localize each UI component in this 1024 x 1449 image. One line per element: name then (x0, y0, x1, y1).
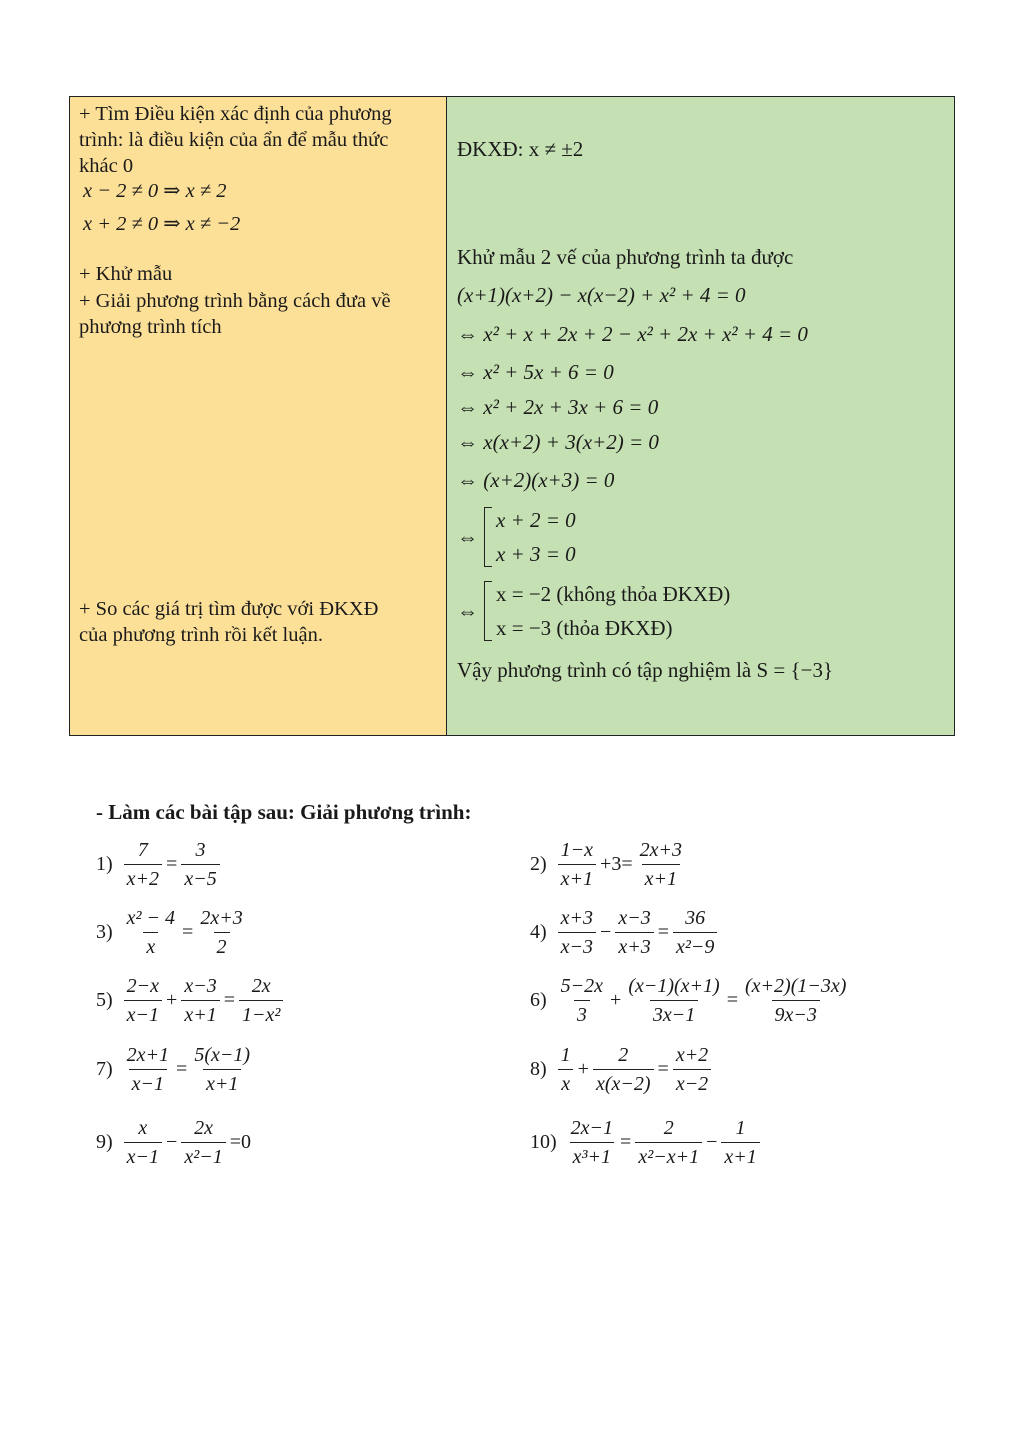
step2-text: + Khử mẫu (79, 263, 173, 285)
exercises-title: - Làm các bài tập sau: Giải phương trình: (96, 800, 472, 824)
exercise-5: 5) $\frac{2-x}{x-1}$ + $\frac{x-3}{x+1}$ = $\frac{2x}{\text{1−x²}}$ (96, 974, 286, 1027)
equation-3: ⇔ x² + 5x + 6 = 0 (457, 360, 614, 384)
equivalence-symbol: ⇔ (457, 598, 478, 623)
fraction: $\frac{2x+3}{x+1}$ (639, 839, 682, 890)
step1-text-line1: + Tìm Điều kiện xác định của phương (79, 103, 392, 125)
fraction: $\frac{2x+1}{x-1}$ (126, 1044, 170, 1095)
exercise-number: 6) (530, 989, 547, 1011)
condition-2: x + 2 ≠ 0 ⇒ x ≠ −2 (83, 213, 241, 235)
exercise-number: 5) (96, 989, 113, 1011)
exercise-2: 2) $\frac{1-x}{x+1}$ +3= $\frac{2x+3}{x+1}$ (530, 838, 688, 891)
exercise-10: 10) $\frac{2x-1}{\text{x³+1}}$ = $\frac{2}{\text{x²−x+1}}$ − $\frac{1}{x+1}$ (530, 1116, 763, 1169)
fraction: $\frac{1}{x}$ (558, 1043, 574, 1096)
system-1 (457, 503, 576, 571)
condition-1: x − 2 ≠ 0 ⇒ x ≠ 2 (83, 180, 227, 202)
fraction: $\frac{3}{x-5}$ (181, 838, 219, 891)
method-table (69, 96, 955, 736)
equation-5: ⇔ x(x+2) + 3(x+2) = 0 (457, 430, 659, 454)
dkxd-line: ĐKXĐ: x ≠ ±2 (457, 137, 584, 161)
exercise-number: 1) (96, 853, 113, 875)
bracket-icon (484, 507, 492, 567)
exercise-number: 10) (530, 1131, 557, 1153)
equation-4: ⇔ x² + 2x + 3x + 6 = 0 (457, 395, 659, 419)
exercise-number: 9) (96, 1131, 113, 1153)
fraction: $\frac{x+3}{x-3}$ (558, 906, 596, 959)
exercise-4: 4) $\frac{x+3}{x-3}$ − $\frac{x-3}{x+3}$ = $\frac{36}{\text{x²−9}}$ (530, 906, 720, 959)
fraction: $\frac{5(x-1)}{x+1}$ (194, 1044, 251, 1095)
system-1-line-a: x + 2 = 0 (496, 508, 576, 532)
fraction: $\frac{\text{x² − 4}}{x}$ (126, 907, 176, 958)
equation-6: ⇔ (x+2)(x+3) = 0 (457, 468, 615, 492)
exercise-number: 2) (530, 853, 547, 875)
system-2-line-a: x = −2 (không thỏa ĐKXĐ) (496, 582, 731, 606)
fraction: $\frac{1-x}{x+1}$ (558, 838, 596, 891)
step1-text-line3: khác 0 (79, 155, 134, 177)
exercise-number: 8) (530, 1058, 547, 1080)
equation-1: (x+1)(x+2) − x(x−2) + x² + 4 = 0 (457, 283, 746, 307)
fraction: $\frac{2x-1}{\text{x³+1}}$ (570, 1117, 614, 1168)
exercise-1: 1) $\frac{7}{x+2}$ = $\frac{3}{x-5}$ (96, 838, 223, 891)
exercise-8: 8) $\frac{1}{x}$ + $\frac{2}{x(x-2)}$ = $\frac{x+2}{x-2}$ (530, 1043, 714, 1096)
fraction: $\frac{x-3}{x+3}$ (615, 906, 653, 959)
fraction: $\frac{2x}{\text{1−x²}}$ (239, 974, 283, 1027)
system-1-line-b: x + 3 = 0 (496, 542, 576, 566)
fraction: $\frac{2}{x(x-2)}$ (593, 1043, 654, 1096)
fraction: $\frac{2-x}{x-1}$ (124, 974, 162, 1027)
bracket-icon (484, 581, 492, 641)
fraction: $\frac{2x+3}{2}$ (200, 907, 243, 958)
intro-line: Khử mẫu 2 vế của phương trình ta được (457, 245, 794, 269)
fraction: $\frac{2}{\text{x²−x+1}}$ (635, 1116, 702, 1169)
exercise-3: 3) $\frac{\text{x² − 4}}{x}$ = $\frac{2x+3}{2}$ (96, 906, 249, 959)
fraction: $\frac{5-2x}{3}$ (560, 975, 604, 1026)
equation-2: ⇔ x² + x + 2x + 2 − x² + 2x + x² + 4 = 0 (457, 322, 808, 346)
exercise-6: 6) $\frac{5-2x}{3}$ + $\frac{(x-1)(x+1)}{3x-1}$ = $\frac{(x+2)(1-3x)}{9x-3}$ (530, 974, 852, 1027)
equivalence-symbol: ⇔ (457, 524, 478, 549)
fraction: $\frac{(x-1)(x+1)}{3x-1}$ (628, 975, 720, 1026)
system-2 (457, 577, 730, 645)
fraction: $\frac{(x+2)(1-3x)}{9x-3}$ (745, 975, 847, 1026)
step4-text-line2: của phương trình rồi kết luận. (79, 624, 323, 646)
fraction: $\frac{2x}{\text{x²−1}}$ (181, 1116, 225, 1169)
solution-column (447, 97, 954, 735)
exercise-number: 7) (96, 1058, 113, 1080)
fraction: $\frac{x-3}{x+1}$ (181, 974, 219, 1027)
fraction: $\frac{7}{x+2}$ (124, 838, 162, 891)
fraction: $\frac{1}{x+1}$ (721, 1116, 759, 1169)
exercise-number: 4) (530, 921, 547, 943)
fraction: $\frac{x}{x-1}$ (124, 1116, 162, 1169)
step3-text-line1: + Giải phương trình bằng cách đưa về (79, 290, 391, 312)
exercise-number: 3) (96, 921, 113, 943)
step1-text-line2: trình: là điều kiện của ẩn để mẫu thức (79, 129, 389, 151)
step4-text-line1: + So các giá trị tìm được với ĐKXĐ (79, 598, 379, 620)
fraction: $\frac{x+2}{x-2}$ (673, 1043, 711, 1096)
exercise-7: 7) $\frac{2x+1}{x-1}$ = $\frac{5(x-1)}{x+1}$ (96, 1043, 256, 1096)
exercise-9: 9) $\frac{x}{x-1}$ − $\frac{2x}{\text{x²−1}}$ =0 (96, 1117, 251, 1168)
conclusion-line: Vậy phương trình có tập nghiệm là S = {−3} (457, 658, 834, 682)
steps-column (70, 97, 447, 735)
system-2-line-b: x = −3 (thỏa ĐKXĐ) (496, 616, 673, 640)
step3-text-line2: phương trình tích (79, 316, 222, 338)
fraction: $\frac{36}{\text{x²−9}}$ (673, 906, 717, 959)
